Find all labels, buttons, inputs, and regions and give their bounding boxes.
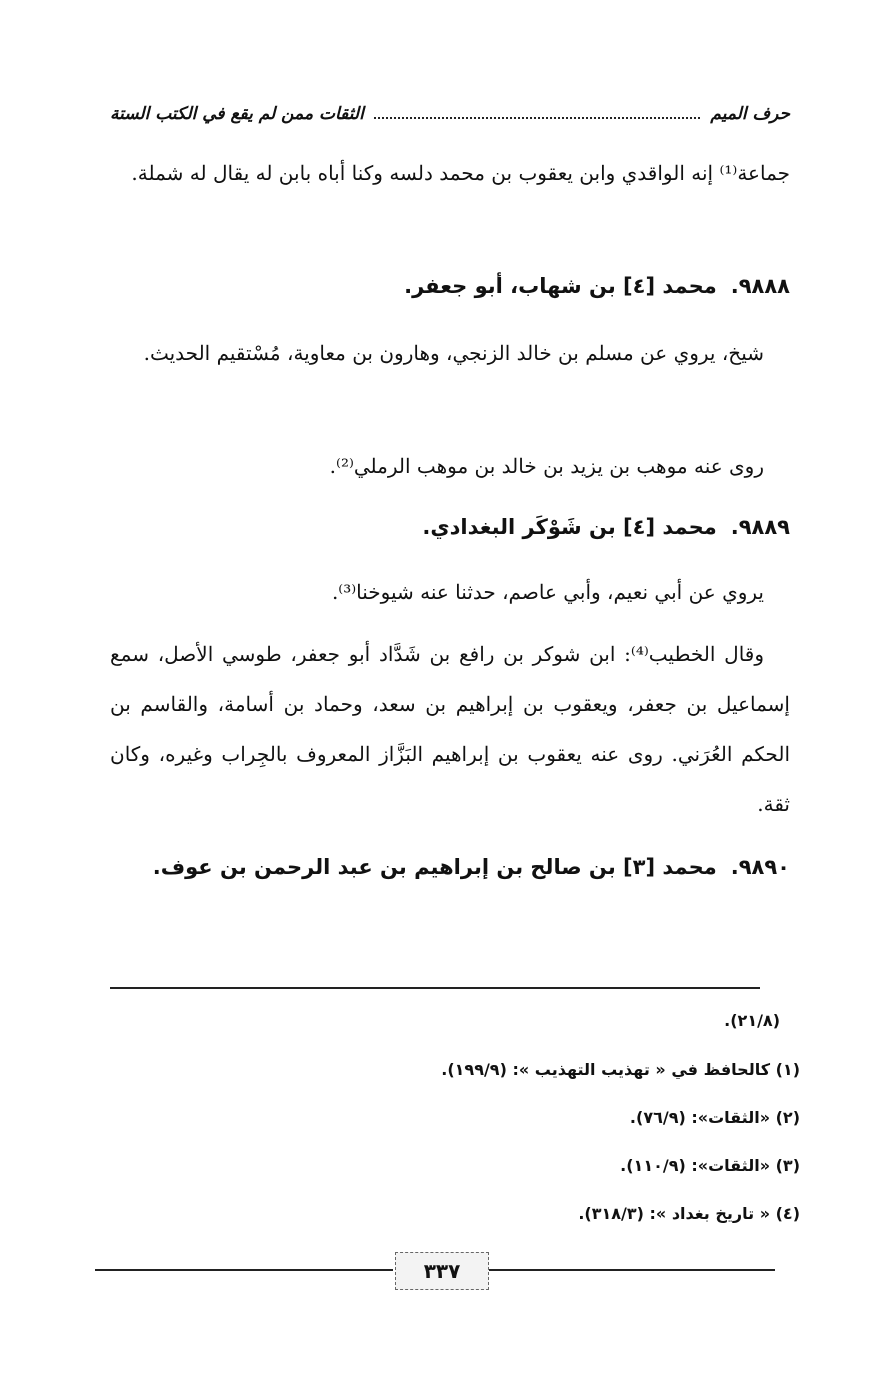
header-chapter: حرف الميم <box>710 104 790 124</box>
footer-rule-right <box>489 1269 775 1271</box>
footnote-1: (١) كالحافظ في « تهذيب التهذيب »: (١٩٩/٩). <box>441 1060 800 1079</box>
entry-number: ٩٨٩٠. <box>730 855 790 879</box>
header-book-title: الثقات ممن لم يقع في الكتب الستة <box>110 104 364 124</box>
page-number: ٣٣٧ <box>395 1252 489 1290</box>
entry-title: محمد [٤] بن شَوْكَر البغدادي. <box>422 515 717 539</box>
entry-number: ٩٨٨٨. <box>730 274 790 298</box>
footnote-separator <box>110 987 760 989</box>
entry-9888 <box>110 266 790 306</box>
entry-title: محمد [٣] بن صالح بن إبراهيم بن عبد الرحمن بن عوف. <box>152 855 717 879</box>
paragraph-9888-narrator: روى عنه موهب بن يزيد بن خالد بن موهب الرملي⁽²⁾. <box>329 454 764 478</box>
paragraph-9889-khatib: وقال الخطيب⁽⁴⁾: ابن شوكر بن رافع بن شَدَّاد أبو جعفر، طوسي الأصل، سمع إسماعيل بن جعفر، ويعقوب بن إبراهيم بن سعد، وحماد بن أسامة، والقاسم بن الحكم العُرَني. روى عنه يعقوب بن إبراهيم البَزَّاز المعروف بالجِراب وغيره، وكان ثقة. <box>110 642 790 816</box>
paragraph-continuation: جماعة⁽¹⁾ إنه الواقدي وابن يعقوب بن محمد دلسه وكنا أباه بابن له يقال له شملة. <box>131 161 790 185</box>
entry-9889 <box>110 507 790 547</box>
running-header <box>110 96 790 132</box>
entry-title: محمد [٤] بن شهاب، أبو جعفر. <box>404 274 717 298</box>
footnote-3: (٣) «الثقات»: (١١٠/٩). <box>620 1156 800 1175</box>
footer-rule-left <box>95 1269 393 1271</box>
footnote-4: (٤) « تاريخ بغداد »: (٣١٨/٣). <box>578 1204 800 1223</box>
footnote-2: (٢) «الثقات»: (٧٦/٩). <box>629 1108 800 1127</box>
paragraph-9888-desc: شيخ، يروي عن مسلم بن خالد الزنجي، وهارون بن معاوية، مُسْتقيم الحديث. <box>143 341 764 365</box>
entry-number: ٩٨٨٩. <box>730 515 790 539</box>
entry-9890 <box>110 847 790 887</box>
paragraph-9889-desc: يروي عن أبي نعيم، وأبي عاصم، حدثنا عنه شيوخنا⁽³⁾. <box>331 580 764 604</box>
footnote-continuation: (٢١/٨). <box>724 1011 780 1030</box>
header-dots <box>374 117 701 119</box>
